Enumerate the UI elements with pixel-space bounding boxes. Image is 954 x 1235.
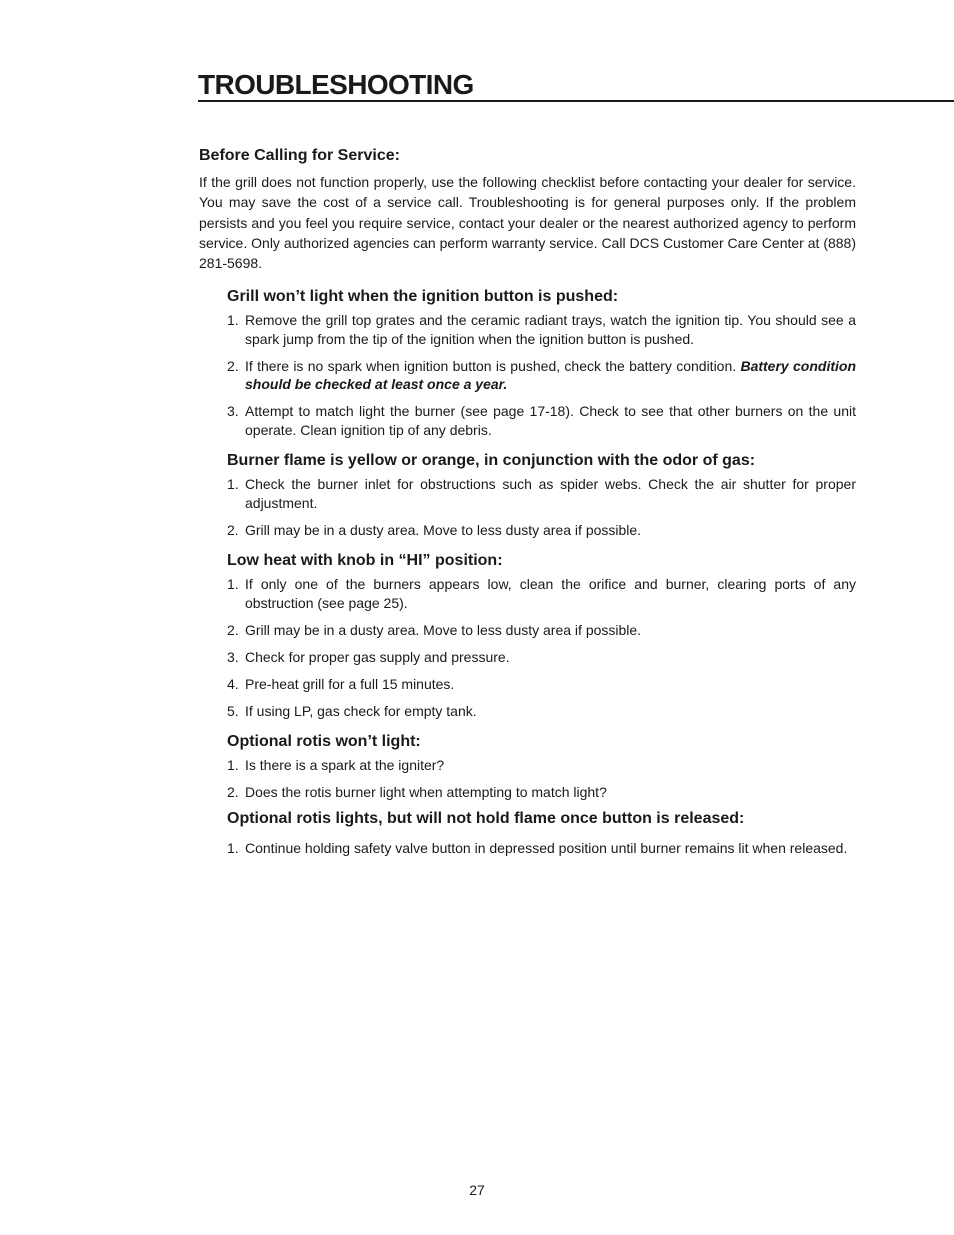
item-number: 5. [227, 702, 239, 719]
item-number: 4. [227, 675, 239, 692]
item-text: Pre-heat grill for a full 15 minutes. [245, 675, 455, 692]
intro-block [199, 146, 856, 273]
item-text-wrap [245, 357, 856, 394]
item-text: Is there is a spark at the igniter? [245, 757, 445, 773]
item-text: Remove the grill top grates and the ceramic radiant trays, watch the ignition tip. You should see a spark jump from the tip of the ignition when the ignition button is pushed. [245, 312, 856, 347]
item-number: 1. [227, 576, 239, 592]
item-number: 2. [227, 521, 239, 538]
item-text: Grill may be in a dusty area. Move to less dusty area if possible. [245, 621, 642, 638]
item-text: Check for proper gas supply and pressure. [245, 648, 510, 665]
list-item [227, 648, 856, 667]
list-item [227, 575, 856, 612]
item-text: Attempt to match light the burner (see page 17-18). Check to see that other burners on the unit operate. Clean ignition tip of any debris. [245, 403, 856, 438]
section-heading: Low heat with knob in “HI” position: [227, 552, 503, 569]
page-title: TROUBLESHOOTING [198, 69, 474, 100]
item-number: 3. [227, 648, 239, 665]
list-item [227, 521, 856, 540]
section-low-heat [227, 551, 856, 729]
item-text: Does the rotis burner light when attempting to match light? [245, 784, 607, 800]
item-number: 2. [227, 621, 239, 638]
section-heading: Burner flame is yellow or orange, in conjunction with the odor of gas: [227, 452, 756, 469]
list-item [227, 702, 856, 721]
item-text: If using LP, gas check for empty tank. [245, 702, 477, 719]
list-item [227, 311, 856, 348]
list-item [227, 402, 856, 439]
list-item [227, 475, 856, 512]
item-text: If only one of the burners appears low, clean the orifice and burner, clearing ports of any obstruction (see page 25). [245, 576, 856, 611]
list-item [227, 621, 856, 640]
item-text: If there is no spark when ignition button is pushed, check the battery condition. [245, 357, 741, 374]
item-number: 1. [227, 757, 239, 773]
section-flame-color [227, 451, 856, 548]
section-heading: Optional rotis lights, but will not hold flame once button is released: [227, 810, 745, 827]
item-number: 1. [227, 840, 239, 856]
section-heading: Grill won’t light when the ignition button is pushed: [227, 288, 619, 305]
section-ignition [227, 287, 856, 448]
page-number: 27 [469, 1182, 485, 1198]
item-text: Grill may be in a dusty area. Move to less dusty area if possible. [245, 521, 642, 538]
list-item [227, 756, 856, 775]
list-item [227, 357, 856, 394]
list-item [227, 839, 856, 858]
item-number: 1. [227, 476, 239, 492]
title-rule [198, 66, 954, 102]
item-emphasis: Battery condition should be checked at least once a year. [245, 357, 856, 392]
list-item [227, 783, 856, 802]
intro-body: If the grill does not function properly, use the following checklist before contacting your dealer for service. You may save the cost of a service call. Troubleshooting is for general purposes only. If the problem persists and you feel you require service, contact your dealer or the nearest authorized agency to perform service. Only authorized agencies can perform warranty service. Call DCS Customer Care Center at (888) 281-5698. [199, 174, 856, 272]
section-rotis-no-hold [227, 809, 856, 866]
item-number: 3. [227, 403, 239, 419]
section-heading: Optional rotis won’t light: [227, 733, 421, 750]
item-number: 2. [227, 784, 239, 800]
list-item [227, 675, 856, 694]
intro-heading: Before Calling for Service: [199, 147, 400, 164]
section-rotis-no-light [227, 732, 856, 810]
item-text: Continue holding safety valve button in depressed position until burner remains lit when released. [245, 840, 848, 856]
item-number: 2. [227, 357, 239, 374]
item-number: 1. [227, 312, 239, 328]
item-text: Check the burner inlet for obstructions such as spider webs. Check the air shutter for proper adjustment. [245, 476, 856, 511]
